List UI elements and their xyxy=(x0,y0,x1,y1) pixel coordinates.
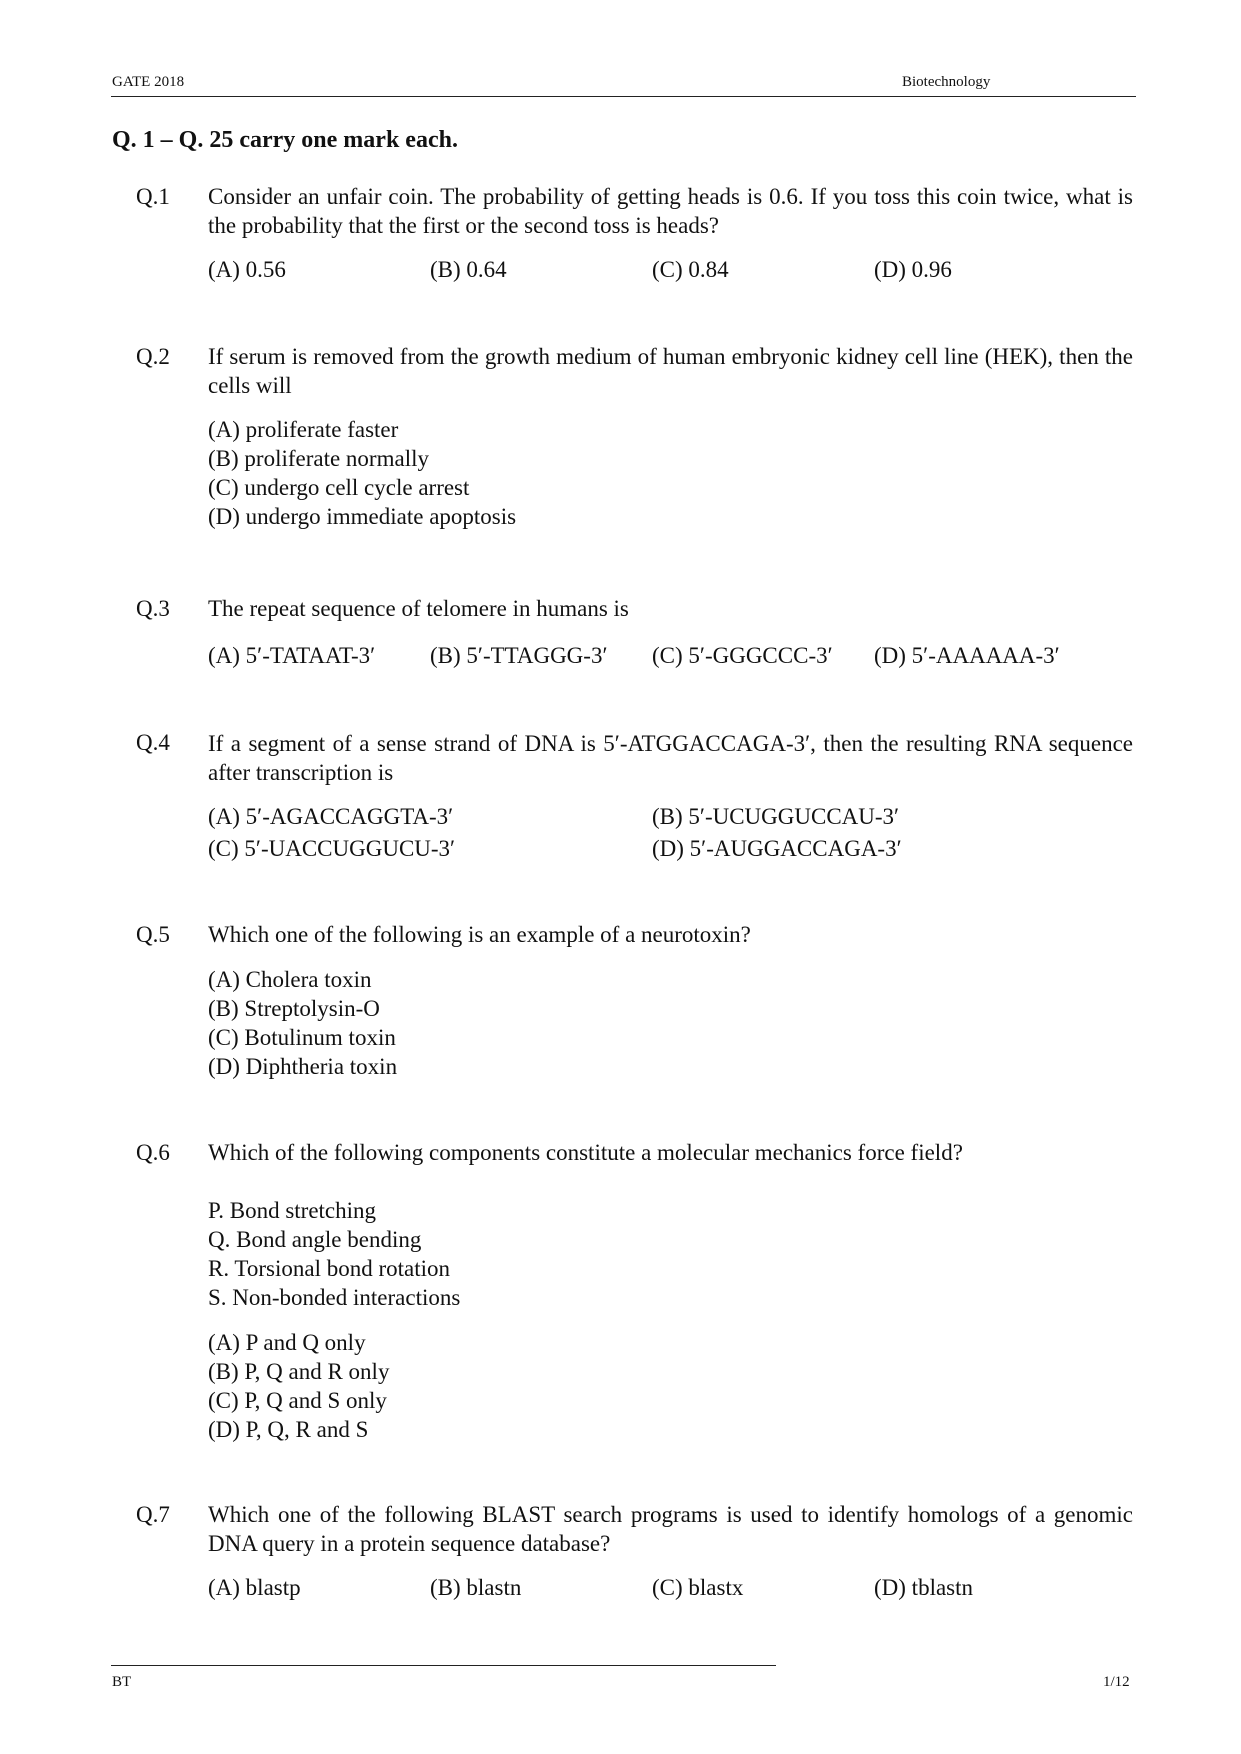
list-item: S. Non-bonded interactions xyxy=(208,1285,461,1310)
footer-divider xyxy=(111,1665,776,1666)
option: (B) blastn xyxy=(430,1575,522,1600)
question-number: Q.5 xyxy=(136,922,170,947)
footer-paper-code: BT xyxy=(112,1674,132,1690)
question-text: Which of the following components constitute a molecular mechanics force field? xyxy=(208,1140,963,1165)
question-text: Which one of the following BLAST search programs is used to identify homologs of a genomic DNA query in a protein sequence database? xyxy=(208,1502,1133,1556)
question-number: Q.3 xyxy=(136,596,170,621)
list-item: P. Bond stretching xyxy=(208,1198,377,1223)
list-item: R. Torsional bond rotation xyxy=(208,1256,451,1281)
option: (A) blastp xyxy=(208,1575,301,1600)
option: (D) 0.96 xyxy=(874,257,952,282)
question-number: Q.2 xyxy=(136,344,170,369)
option: (A) 0.56 xyxy=(208,257,286,282)
option: (C) 5′-GGGCCC-3′ xyxy=(652,643,833,668)
question-text: The repeat sequence of telomere in humans is xyxy=(208,596,629,621)
question-number: Q.6 xyxy=(136,1140,170,1165)
option: (D) Diphtheria toxin xyxy=(208,1054,398,1079)
option: (B) 5′-TTAGGG-3′ xyxy=(430,643,608,668)
option: (C) blastx xyxy=(652,1575,744,1600)
question-text: Consider an unfair coin. The probability of getting heads is 0.6. If you toss this coin twice, what is the probability that the first or the second toss is heads? xyxy=(208,184,1133,238)
option: (B) Streptolysin-O xyxy=(208,996,380,1021)
section-title: Q. 1 – Q. 25 carry one mark each. xyxy=(112,127,458,153)
list-item: Q. Bond angle bending xyxy=(208,1227,422,1252)
option: (B) 0.64 xyxy=(430,257,507,282)
question-text: If a segment of a sense strand of DNA is 5′-ATGGACCAGA-3′, then the resulting RNA sequence after transcription is xyxy=(208,731,1133,785)
option: (D) 5′-AAAAAA-3′ xyxy=(874,643,1060,668)
option: (A) Cholera toxin xyxy=(208,967,372,992)
option: (B) 5′-UCUGGUCCAU-3′ xyxy=(652,804,900,829)
question-number: Q.4 xyxy=(136,730,170,755)
option: (A) 5′-TATAAT-3′ xyxy=(208,643,376,668)
header-subject: Biotechnology xyxy=(902,74,991,90)
option: (C) Botulinum toxin xyxy=(208,1025,396,1050)
option: (D) tblastn xyxy=(874,1575,974,1600)
option: (A) P and Q only xyxy=(208,1330,366,1355)
option: (C) 0.84 xyxy=(652,257,729,282)
question-text: Which one of the following is an example of a neurotoxin? xyxy=(208,922,751,947)
option: (B) P, Q and R only xyxy=(208,1359,390,1384)
question-number: Q.1 xyxy=(136,184,170,209)
option: (A) proliferate faster xyxy=(208,417,399,442)
page-number: 1/12 xyxy=(1103,1674,1130,1690)
question-number: Q.7 xyxy=(136,1502,170,1527)
option: (C) P, Q and S only xyxy=(208,1388,387,1413)
question-text: If serum is removed from the growth medium of human embryonic kidney cell line (HEK), then the cells will xyxy=(208,344,1133,398)
option: (C) undergo cell cycle arrest xyxy=(208,475,470,500)
option: (C) 5′-UACCUGGUCU-3′ xyxy=(208,836,456,861)
option: (D) P, Q, R and S xyxy=(208,1417,369,1442)
option: (D) undergo immediate apoptosis xyxy=(208,504,517,529)
header-exam-name: GATE 2018 xyxy=(112,74,185,90)
option: (A) 5′-AGACCAGGTA-3′ xyxy=(208,804,454,829)
option: (B) proliferate normally xyxy=(208,446,429,471)
header-divider xyxy=(111,96,1136,97)
option: (D) 5′-AUGGACCAGA-3′ xyxy=(652,836,902,861)
